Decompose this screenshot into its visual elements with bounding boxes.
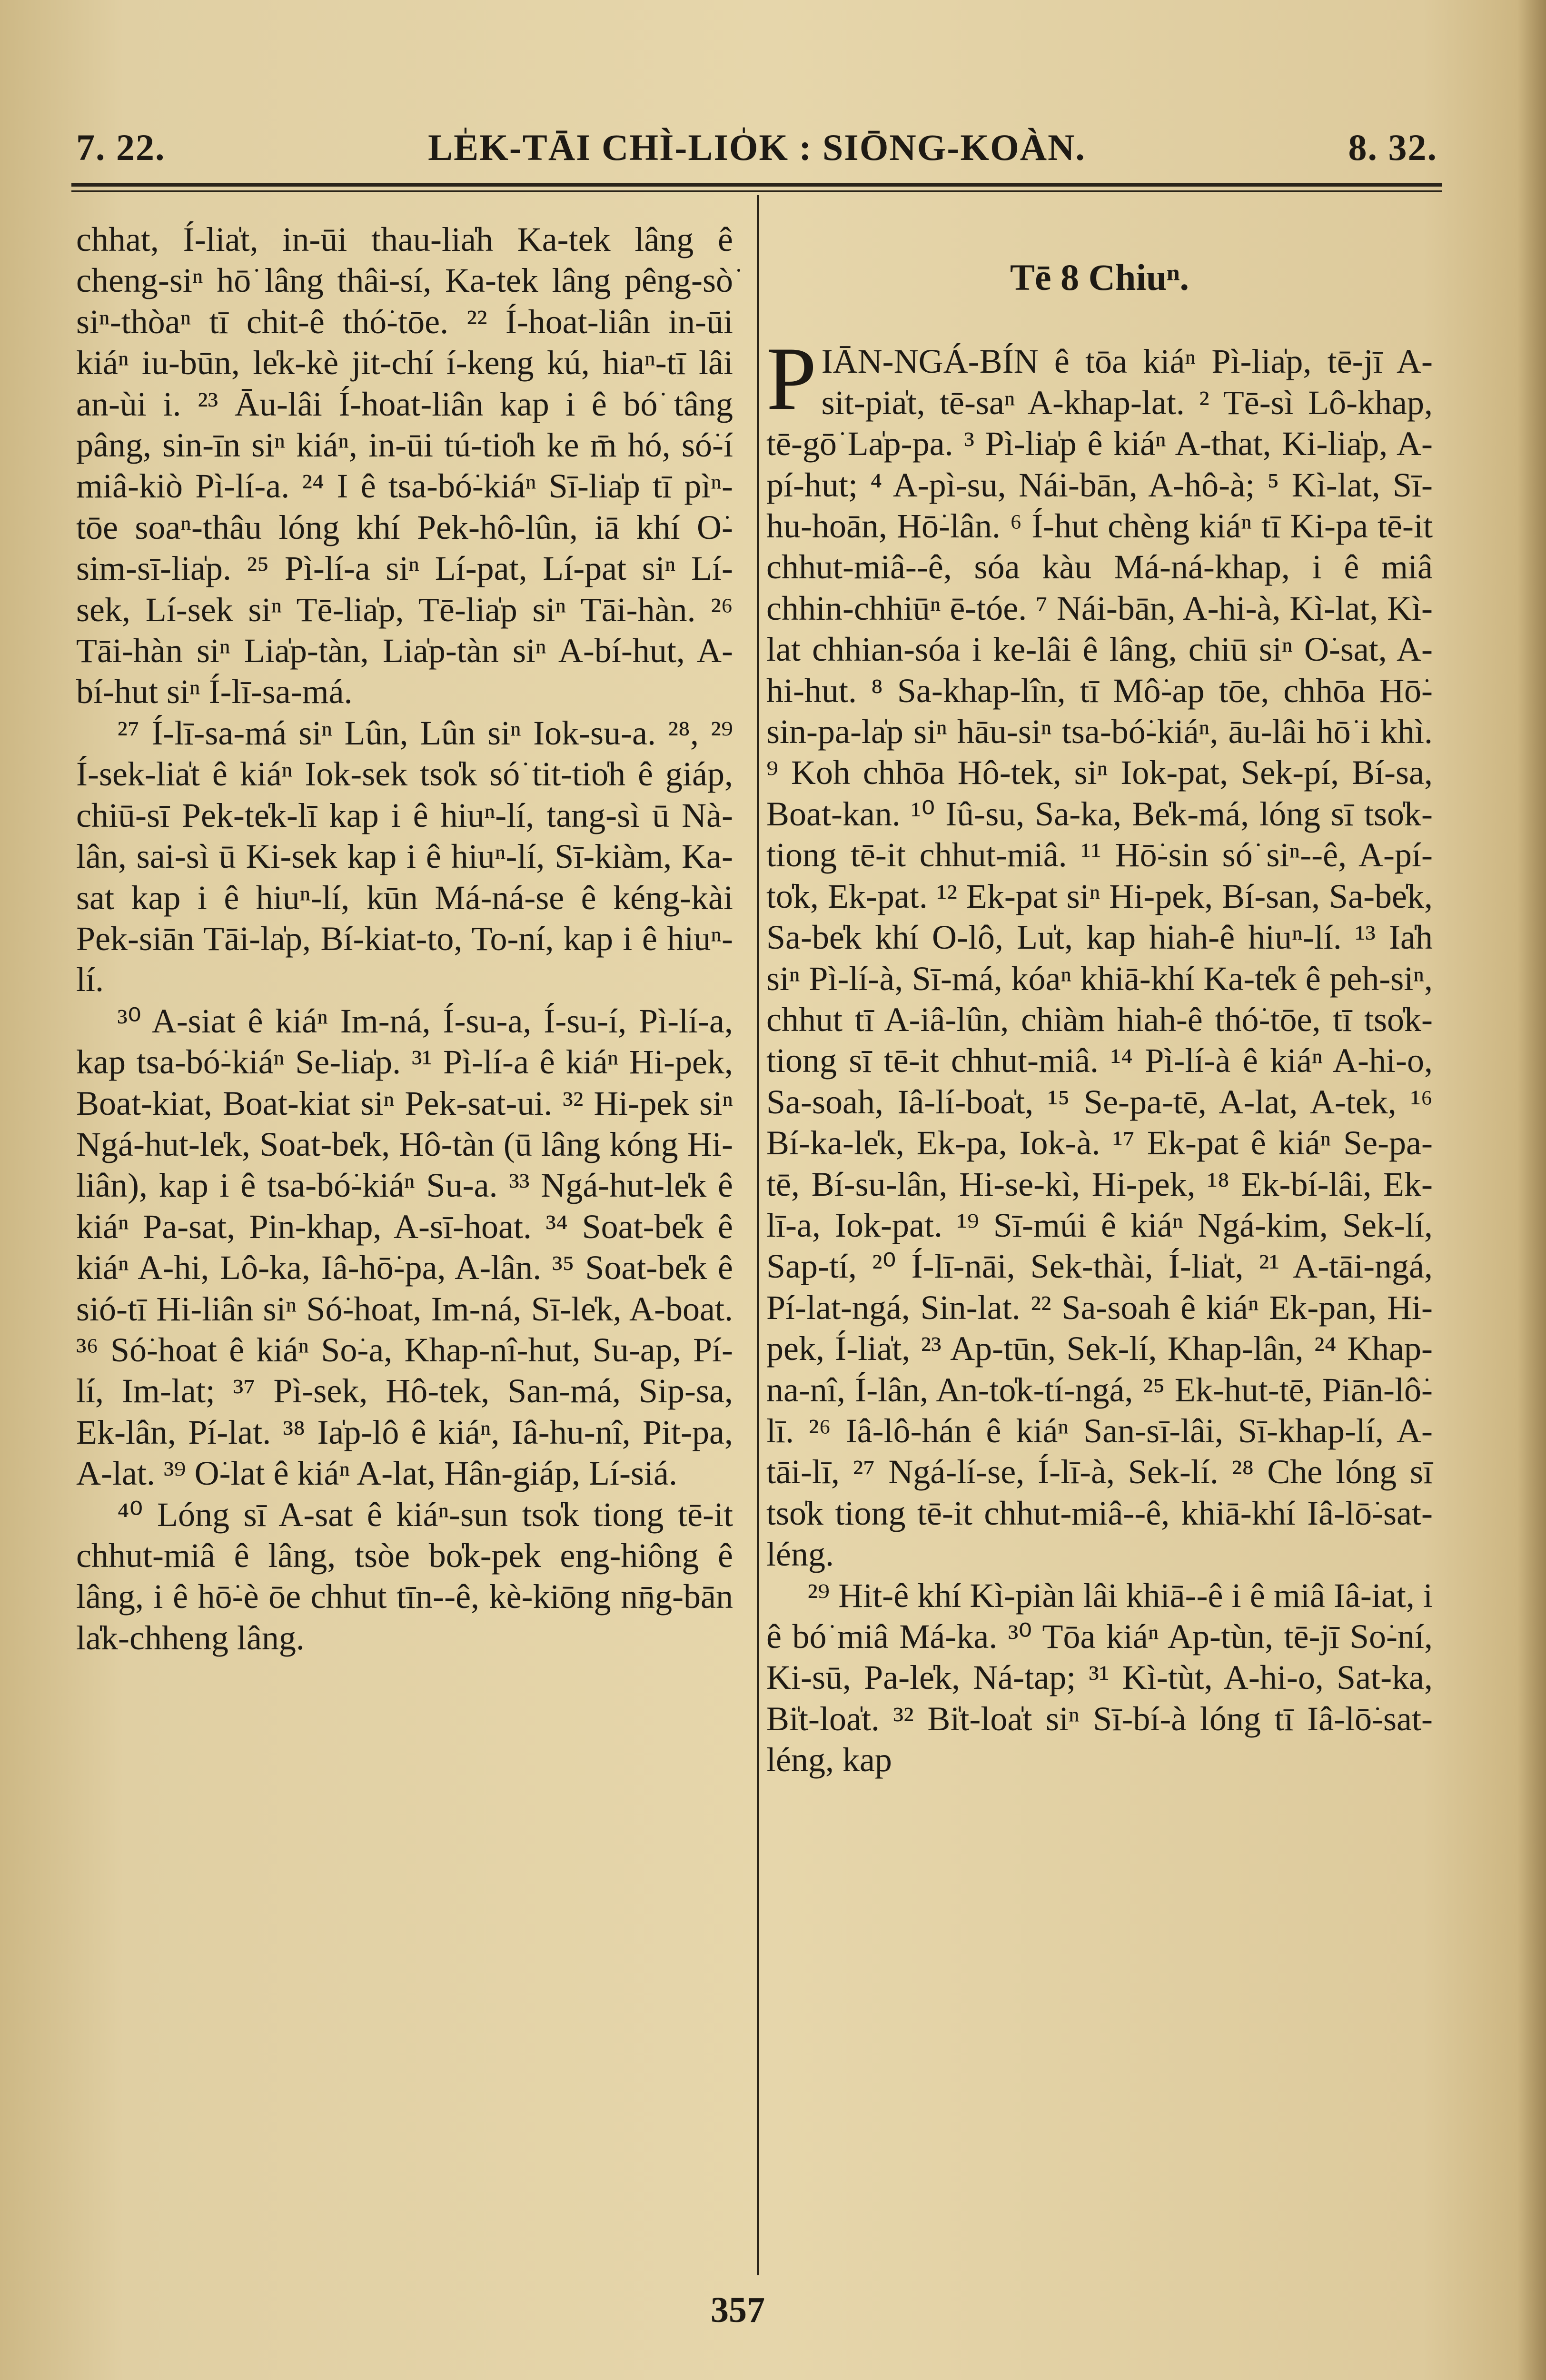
header-rule bbox=[71, 183, 1442, 187]
header-right-reference: 8. 32. bbox=[1348, 127, 1437, 168]
column-divider bbox=[757, 195, 759, 2275]
chapter-heading: Tē 8 Chiuⁿ. bbox=[1010, 257, 1189, 298]
right-paragraph-1-text: ê tōa kiáⁿ Pì-lia̍p, tē-jī A-sit-pia̍t, tē-saⁿ A-khap-lat. ² Tē-sì Lô-khap, tē-gō͘ La̍p-pa. ³ Pì-lia̍p ê kiáⁿ A-that, Ki-lia̍p, A-pí-hut; ⁴ A-pì-su, Nái-bān, A-hô-à; ⁵ Kì-lat, Sī-hu-hoān, Hō͘-lân. ⁶ Í-hut chèng kiáⁿ tī Ki-pa tē-it chhut-miâ--ê, sóa kàu Má-ná-khap, i ê miâ chhin-chhiūⁿ ē-tóe. ⁷ Nái-bān, A-hi-à, Kì-lat, Kì-lat chhian-sóa i ke-lâi ê lâng, chiū siⁿ O͘-sat, A-hi-hut. ⁸ Sa-khap-lîn, tī Mô͘-ap tōe, chhōa Hō͘-sin-pa-la̍p siⁿ hāu-siⁿ tsa-bó͘-kiáⁿ, āu-lâi hō͘ i khì. ⁹ Koh chhōa Hô-tek, siⁿ Iok-pat, Sek-pí, Bí-sa, Boat-kan. ¹⁰ Iû-su, Sa-ka, Be̍k-má, lóng sī tso̍k-tiong tē-it chhut-miâ. ¹¹ Hō͘-sin só͘ siⁿ--ê, A-pí-to̍k, Ek-pat. ¹² Ek-pat siⁿ Hi-pek, Bí-san, Sa-be̍k, Sa-be̍k khí O-lô, Lu̍t, kap hiah-ê hiuⁿ-lí. ¹³ Ia̍h siⁿ Pì-lí-à, Sī-má, kóaⁿ khiā-khí Ka-te̍k ê peh-siⁿ, chhut tī A-iâ-lûn, chiàm hiah-ê thó͘-tōe, tī tso̍k-tiong sī tē-it chhut-miâ. ¹⁴ Pì-lí-à ê kiáⁿ A-hi-o, Sa-soah, Iâ-lí-boa̍t, ¹⁵ Se-pa-tē, A-lat, A-tek, ¹⁶ Bí-ka-le̍k, Ek-pa, Iok-à. ¹⁷ Ek-pat ê kiáⁿ Se-pa-tē, Bí-su-lân, Hi-se-kì, Hi-pek, ¹⁸ Ek-bí-lâi, Ek-lī-a, Iok-pat. ¹⁹ Sī-múi ê kiáⁿ Ngá-kim, Sek-lí, Sap-tí, ²⁰ Í-lī-nāi, Sek-thài, Í-lia̍t, ²¹ A-tāi-ngá, Pí-lat-ngá, Sin-lat. ²² Sa-soah ê kiáⁿ Ek-pan, Hi-pek, Í-lia̍t, ²³ Ap-tūn, Sek-lí, Khap-lân, ²⁴ Khap-na-nî, Í-lân, An-to̍k-tí-ngá, ²⁵ Ek-hut-tē, Piān-lô͘-lī. ²⁶ Iâ-lô-hán ê kiáⁿ San-sī-lâi, Sī-khap-lí, A-tāi-lī, ²⁷ Ngá-lí-se, Í-lī-à, Sek-lí. ²⁸ Che lóng sī tso̍k tiong tē-it chhut-miâ--ê, khiā-khí Iâ-lō͘-sat-léng. bbox=[766, 342, 1433, 1574]
left-paragraph-1: chhat, Í-lia̍t, in-ūi thau-lia̍h Ka-tek lâng ê cheng-siⁿ hō͘ lâng thâi-sí, Ka-tek lâng pêng-sò͘ siⁿ-thòaⁿ tī chit-ê thó͘-tōe. ²² Í-hoat-liân in-ūi kiáⁿ iu-būn, le̍k-kè jit-chí í-keng kú, hiaⁿ-tī lâi an-ùi i. ²³ Āu-lâi Í-hoat-liân kap i ê bó͘ tâng pâng, sin-īn siⁿ kiáⁿ, in-ūi tú-tio̍h ke m̄ hó, só͘-í miâ-kiò Pì-lí-a. ²⁴ I ê tsa-bó͘-kiáⁿ Sī-lia̍p tī pìⁿ-tōe soaⁿ-thâu lóng khí Pek-hô-lûn, iā khí O͘-sim-sī-lia̍p. ²⁵ Pì-lí-a siⁿ Lí-pat, Lí-pat siⁿ Lí-sek, Lí-sek siⁿ Tē-lia̍p, Tē-lia̍p siⁿ Tāi-hàn. ²⁶ Tāi-hàn siⁿ Lia̍p-tàn, Lia̍p-tàn siⁿ A-bí-hut, A-bí-hut siⁿ Í-lī-sa-má. bbox=[76, 220, 733, 711]
left-paragraph-2: ²⁷ Í-lī-sa-má siⁿ Lûn, Lûn siⁿ Iok-su-a. ²⁸, ²⁹ Í-sek-lia̍t ê kiáⁿ Iok-sek tso̍k só͘ tit-tio̍h ê giáp, chiū-sī Pek-te̍k-lī kap i ê hiuⁿ-lí, tang-sì ū Nà-lân, sai-sì ū Ki-sek kap i ê hiuⁿ-lí, Sī-kiàm, Ka-sat kap i ê hiuⁿ-lí, kūn Má-ná-se ê kéng-kài Pek-siān Tāi-la̍p, Bí-kiat-to, To-ní, kap i ê hiuⁿ-lí. bbox=[76, 714, 733, 999]
header-left-reference: 7. 22. bbox=[76, 127, 166, 168]
running-header bbox=[76, 119, 1437, 176]
page-edge-shadow bbox=[1517, 0, 1546, 2380]
page-number: 357 bbox=[711, 2290, 765, 2330]
right-paragraph-1 bbox=[766, 329, 1433, 1575]
left-column bbox=[76, 219, 733, 1658]
right-column bbox=[766, 219, 1433, 1781]
left-paragraph-3: ³⁰ A-siat ê kiáⁿ Im-ná, Í-su-a, Í-su-í, Pì-lí-a, kap tsa-bó͘-kiáⁿ Se-lia̍p. ³¹ Pì-lí-a ê kiáⁿ Hi-pek, Boat-kiat, Boat-kiat siⁿ Pek-sat-ui. ³² Hi-pek siⁿ Ngá-hut-le̍k, Soat-be̍k, Hô-tàn (ū lâng kóng Hi-liân), kap i ê tsa-bó͘-kiáⁿ Su-a. ³³ Ngá-hut-le̍k ê kiáⁿ Pa-sat, Pin-khap, A-sī-hoat. ³⁴ Soat-be̍k ê kiáⁿ A-hi, Lô-ka, Iâ-hō͘-pa, A-lân. ³⁵ Soat-be̍k ê sió-tī Hi-liân siⁿ Só͘-hoat, Im-ná, Sī-le̍k, A-boat. ³⁶ Só͘-hoat ê kiáⁿ So͘-a, Khap-nî-hut, Su-ap, Pí-lí, Im-lat; ³⁷ Pì-sek, Hô-tek, San-má, Sip-sa, Ek-lân, Pí-lat. ³⁸ Ia̍p-lô ê kiáⁿ, Iâ-hu-nî, Pit-pa, A-lat. ³⁹ O͘-lat ê kiáⁿ A-lat, Hân-giáp, Lí-siá. bbox=[76, 1002, 733, 1493]
left-paragraph-4: ⁴⁰ Lóng sī A-sat ê kiáⁿ-sun tso̍k tiong tē-it chhut-miâ ê lâng, tsòe bo̍k-pek eng-hiông ê lâng, i ê hō͘-è ōe chhut tīn--ê, kè-kiōng nn̄g-bān la̍k-chheng lâng. bbox=[76, 1495, 733, 1657]
right-paragraph-2: ²⁹ Hit-ê khí Kì-piàn lâi khiā--ê i ê miâ Iâ-iat, i ê bó͘ miâ Má-ka. ³⁰ Tōa kiáⁿ Ap-tùn, tē-jī So͘-ní, Ki-sū, Pa-le̍k, Ná-tap; ³¹ Kì-tùt, A-hi-o, Sat-ka, Bi̍t-loa̍t. ³² Bi̍t-loa̍t siⁿ Sī-bí-à lóng tī Iâ-lō͘-sat-léng, kap bbox=[766, 1576, 1433, 1779]
header-rule-thin bbox=[71, 190, 1442, 192]
drop-cap: P bbox=[766, 329, 817, 429]
opening-word: IĀN-NGÁ-BÍN bbox=[821, 342, 1039, 381]
header-title: LE̍K-TĀI CHÌ-LIO̍K : SIŌNG-KOÀN. bbox=[428, 127, 1086, 168]
